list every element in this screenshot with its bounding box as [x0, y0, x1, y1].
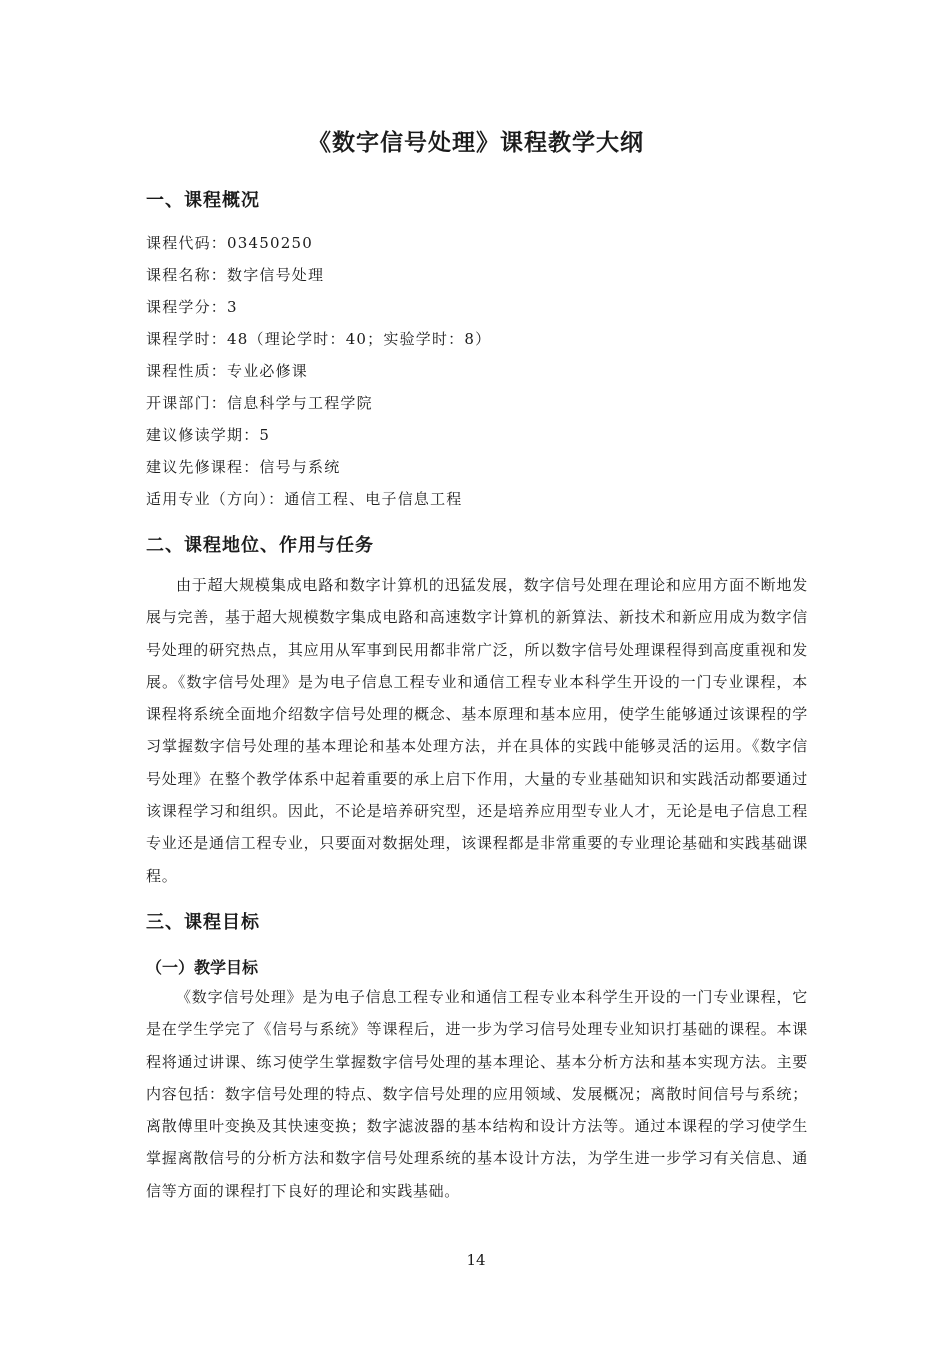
- info-majors: 适用专业（方向）：通信工程、电子信息工程: [146, 490, 463, 508]
- section-heading-overview: 一、课程概况: [146, 190, 260, 211]
- info-course-name: 课程名称：数字信号处理: [146, 266, 325, 284]
- teaching-goals-paragraph: 《数字信号处理》是为电子信息工程专业和通信工程专业本科学生开设的一门专业课程，它是在学生学完了《信号与系统》等课程后，进一步为学习信号处理专业知识打基础的课程。本课程将通过讲课、练习使学生掌握数字信号处理的基本理论、基本分析方法和基本实现方法。主要内容包括：数字信号处理的特点、数字信号处理的应用领域、发展概况；离散时间信号与系统；离散傅里叶变换及其快速变换；数字滤波器的基本结构和设计方法等。通过本课程的学习使学生掌握离散信号的分析方法和数字信号处理系统的基本设计方法，为学生进一步学习有关信息、通信等方面的课程打下良好的理论和实践基础。: [146, 988, 808, 1200]
- info-semester: 建议修读学期：5: [146, 426, 271, 444]
- info-course-code: 课程代码：03450250: [146, 234, 313, 252]
- subsection-heading-teaching-goals: （一）教学目标: [146, 958, 259, 977]
- role-paragraph: 由于超大规模集成电路和数字计算机的迅猛发展，数字信号处理在理论和应用方面不断地发展与完善，基于超大规模数字集成电路和高速数字计算机的新算法、新技术和新应用成为数字信号处理的研究热点，其应用从军事到民用都非常广泛，所以数字信号处理课程得到高度重视和发展。《数字信号处理》是为电子信息工程专业和通信工程专业本科学生开设的一门专业课程，本课程将系统全面地介绍数字信号处理的概念、基本原理和基本应用，使学生能够通过该课程的学习掌握数字信号处理的基本理论和基本处理方法，并在具体的实践中能够灵活的运用。《数字信号处理》在整个教学体系中起着重要的承上启下作用，大量的专业基础知识和实践活动都要通过该课程学习和组织。因此，不论是培养研究型，还是培养应用型专业人才，无论是电子信息工程专业还是通信工程专业，只要面对数据处理，该课程都是非常重要的专业理论基础和实践基础课程。: [146, 576, 808, 885]
- info-department: 开课部门：信息科学与工程学院: [146, 394, 373, 412]
- info-course-credits: 课程学分：3: [146, 298, 238, 316]
- document-title: 《数字信号处理》课程教学大纲: [308, 129, 644, 156]
- section-heading-role: 二、课程地位、作用与任务: [146, 535, 374, 556]
- info-prerequisite: 建议先修课程：信号与系统: [146, 458, 341, 476]
- section-heading-objectives: 三、课程目标: [146, 912, 260, 933]
- info-course-nature: 课程性质：专业必修课: [146, 362, 309, 380]
- page-number: 14: [466, 1251, 486, 1269]
- info-course-hours: 课程学时：48（理论学时：40；实验学时：8）: [146, 330, 492, 348]
